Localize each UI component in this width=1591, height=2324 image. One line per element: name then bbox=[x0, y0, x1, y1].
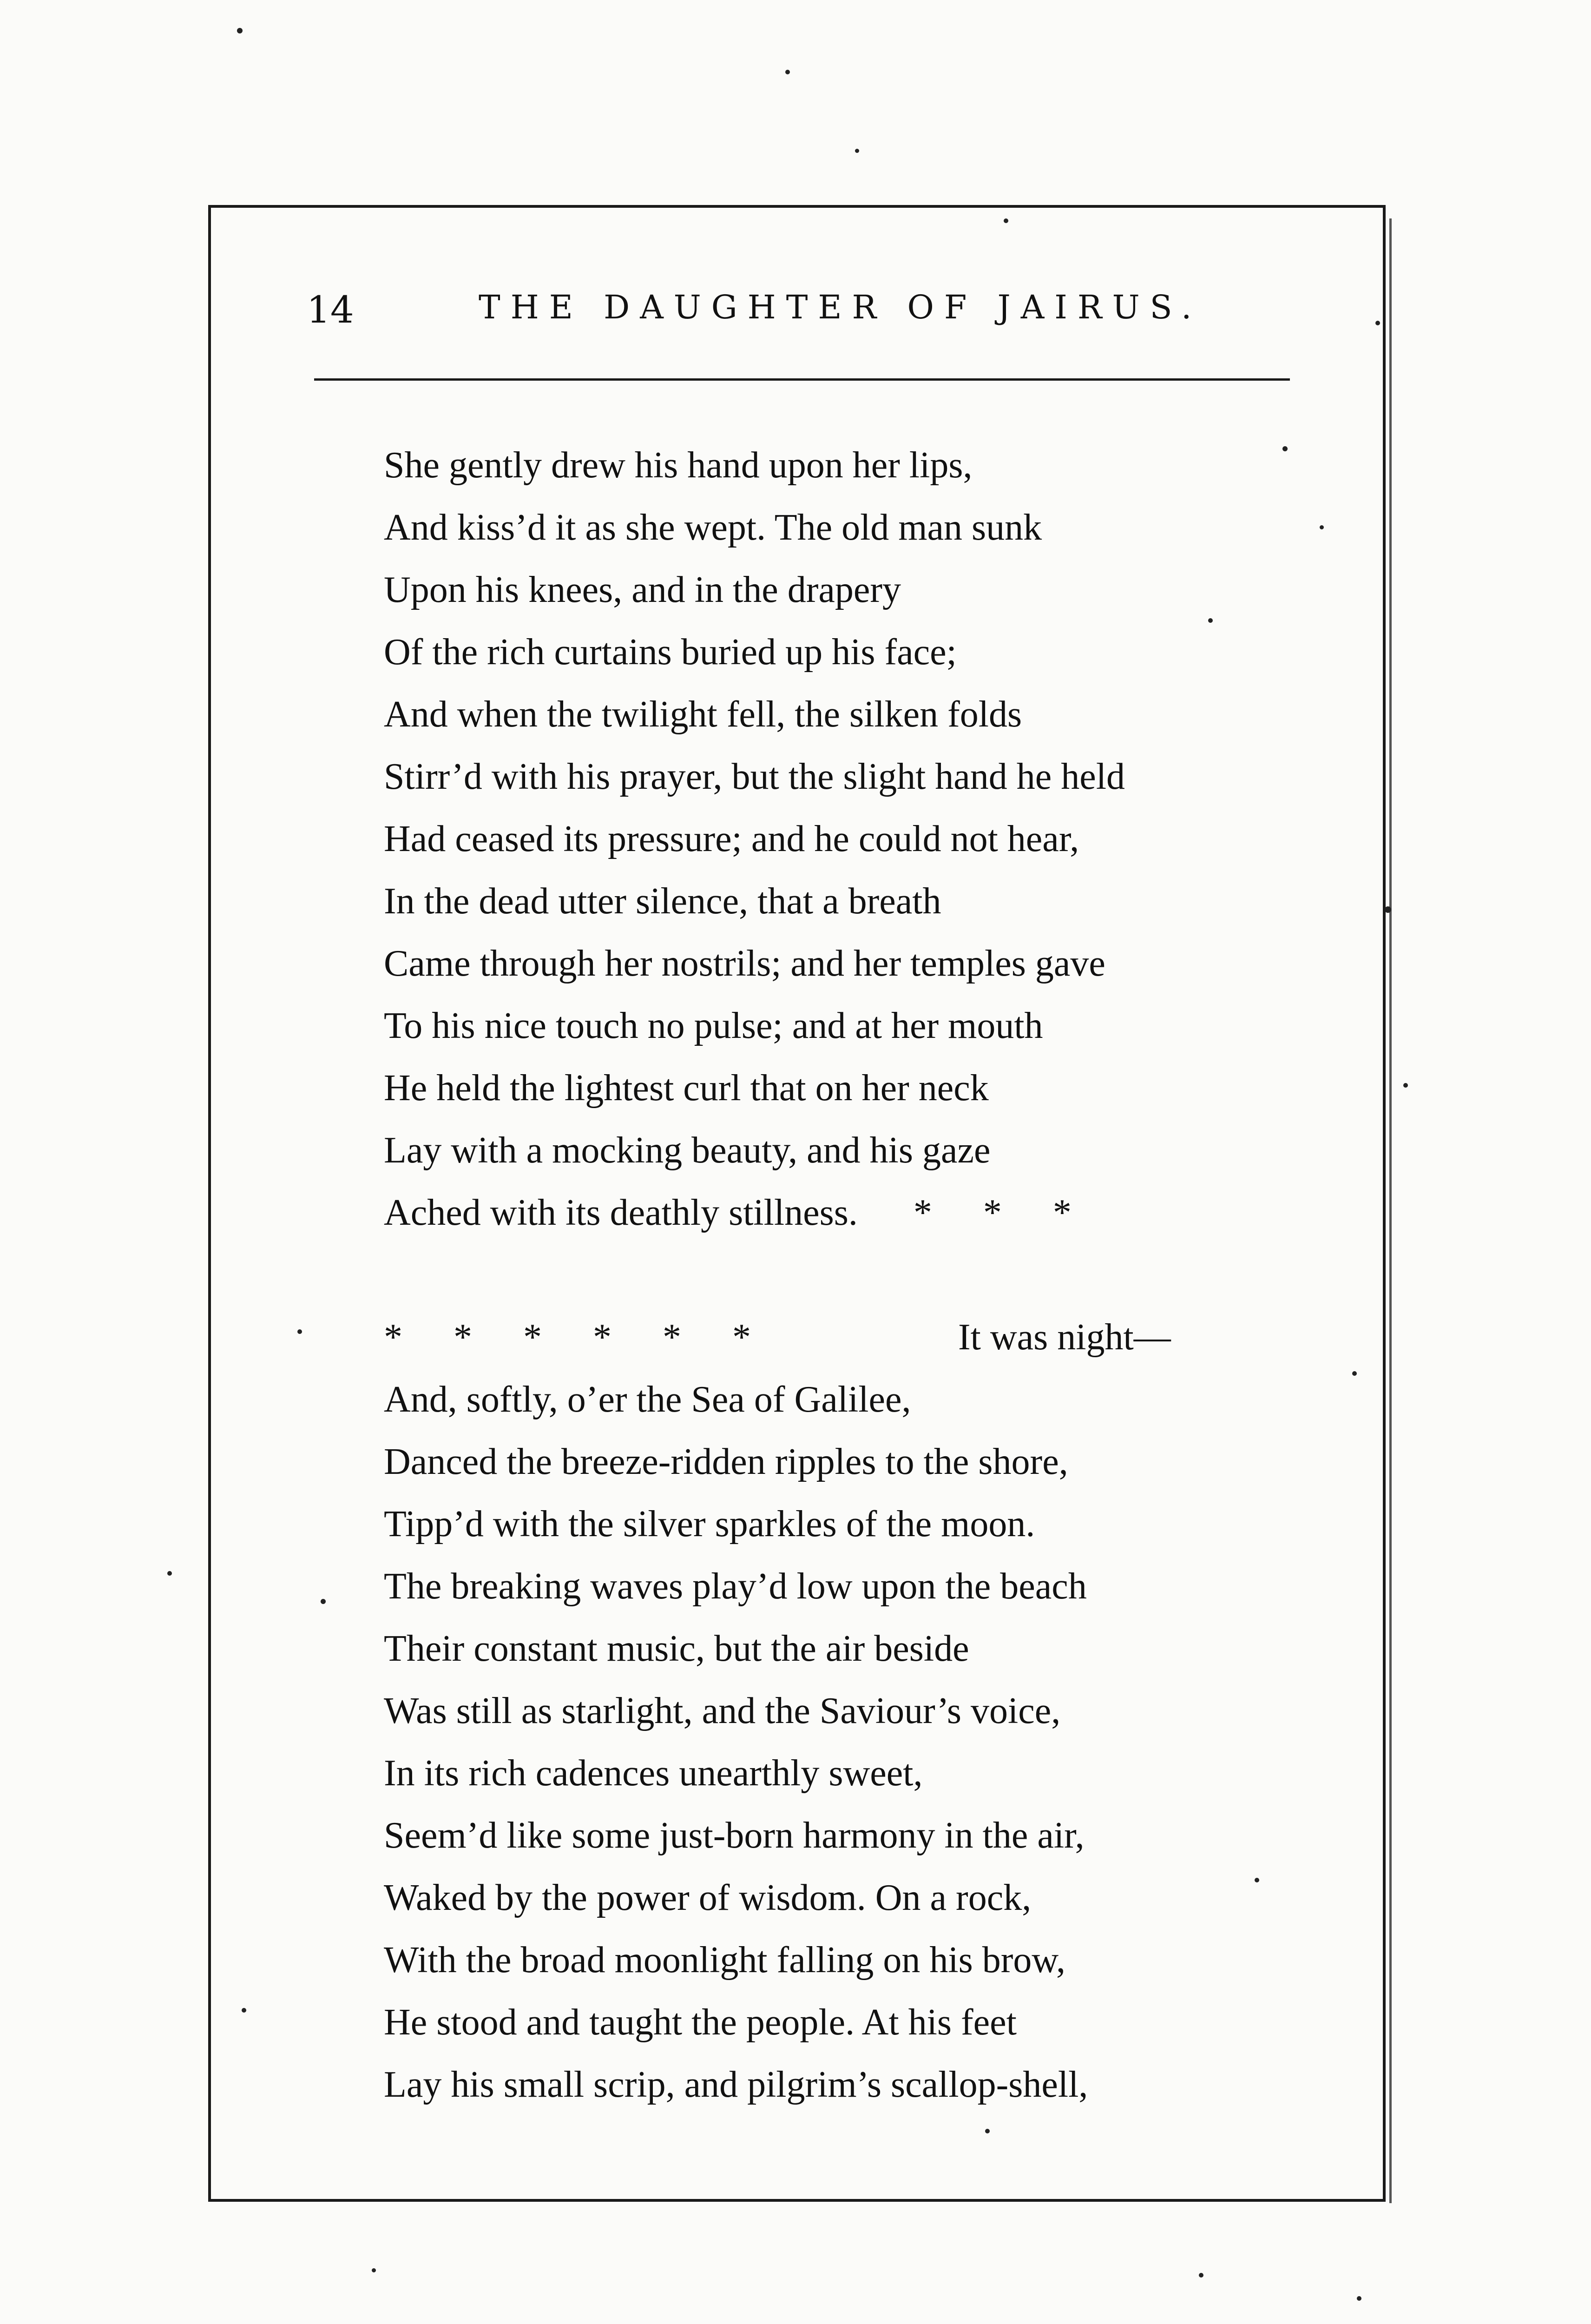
paper-speck bbox=[372, 2268, 376, 2272]
paper-speck bbox=[1357, 2296, 1361, 2301]
poem-line: And kiss’d it as she wept. The old man sunk bbox=[384, 507, 1042, 548]
poem-line: To his nice touch no pulse; and at her mouth bbox=[384, 1005, 1043, 1046]
poem-line: And when the twilight fell, the silken folds bbox=[384, 694, 1022, 735]
page-number: 14 bbox=[307, 288, 354, 331]
paper-speck bbox=[297, 1329, 302, 1334]
paper-speck bbox=[321, 1599, 326, 1604]
poem-line: And, softly, o’er the Sea of Galilee, bbox=[384, 1379, 911, 1420]
running-head bbox=[307, 288, 1292, 339]
paper-speck bbox=[242, 2008, 246, 2013]
section-break-line bbox=[384, 1306, 1360, 1368]
paper-speck bbox=[1282, 446, 1288, 451]
poem-line-with-stars bbox=[384, 1182, 1360, 1244]
poem-line: Had ceased its pressure; and he could not hear, bbox=[384, 819, 1079, 859]
page-title: THE DAUGHTER OF JAIRUS. bbox=[479, 288, 1202, 326]
poem-line-text: Ached with its deathly stillness. bbox=[384, 1192, 858, 1233]
poem-line: Seem’d like some just-born harmony in the air, bbox=[384, 1815, 1085, 1856]
poem-line-text: It was night— bbox=[958, 1317, 1171, 1358]
paper-speck bbox=[785, 70, 790, 74]
poem-line: Upon his knees, and in the drapery bbox=[384, 569, 901, 610]
poem-line: He held the lightest curl that on her neck bbox=[384, 1068, 989, 1109]
poem-line: Danced the breeze-ridden ripples to the shore, bbox=[384, 1441, 1068, 1482]
poem-line: Waked by the power of wisdom. On a rock, bbox=[384, 1877, 1032, 1918]
paper-speck bbox=[1208, 618, 1213, 623]
section-stars: * * * bbox=[913, 1192, 1072, 1233]
poem-line: She gently drew his hand upon her lips, bbox=[384, 445, 973, 486]
paper-speck bbox=[1375, 321, 1380, 325]
paper-speck bbox=[1199, 2273, 1203, 2278]
poem-line: Tipp’d with the silver sparkles of the moon. bbox=[384, 1504, 1035, 1545]
poem-line: Their constant music, but the air beside bbox=[384, 1628, 969, 1669]
paper-speck bbox=[1004, 218, 1008, 223]
poem-line: Was still as starlight, and the Saviour’s voice, bbox=[384, 1690, 1061, 1731]
poem-line: In its rich cadences unearthly sweet, bbox=[384, 1753, 923, 1794]
poem-line: He stood and taught the people. At his feet bbox=[384, 2002, 1017, 2043]
poem-line: Stirr’d with his prayer, but the slight hand he held bbox=[384, 756, 1125, 797]
paper-speck bbox=[1352, 1371, 1357, 1376]
poem-line: The breaking waves play’d low upon the beach bbox=[384, 1566, 1087, 1607]
paper-speck bbox=[1255, 1878, 1259, 1882]
poem-line: Of the rich curtains buried up his face; bbox=[384, 632, 957, 673]
header-rule bbox=[314, 378, 1290, 381]
poem-line: Lay his small scrip, and pilgrim’s scallop-shell, bbox=[384, 2064, 1088, 2105]
poem-body bbox=[384, 434, 1360, 2116]
poem-line: With the broad moonlight falling on his brow, bbox=[384, 1940, 1065, 1981]
paper-speck bbox=[237, 28, 243, 33]
paper-speck bbox=[167, 1571, 172, 1576]
poem-line: Lay with a mocking beauty, and his gaze bbox=[384, 1130, 991, 1171]
paper-speck bbox=[1320, 525, 1324, 529]
section-stars: * * * * * * bbox=[384, 1317, 751, 1358]
paper-speck bbox=[1385, 906, 1391, 913]
paper-speck bbox=[855, 149, 859, 153]
poem-line: In the dead utter silence, that a breath bbox=[384, 881, 941, 922]
stanza-gap bbox=[384, 1244, 1360, 1306]
paper-speck bbox=[985, 2129, 990, 2133]
paper-speck bbox=[1403, 1083, 1408, 1088]
page-border-shadow bbox=[1389, 218, 1392, 2203]
poem-line: Came through her nostrils; and her temples gave bbox=[384, 943, 1105, 984]
